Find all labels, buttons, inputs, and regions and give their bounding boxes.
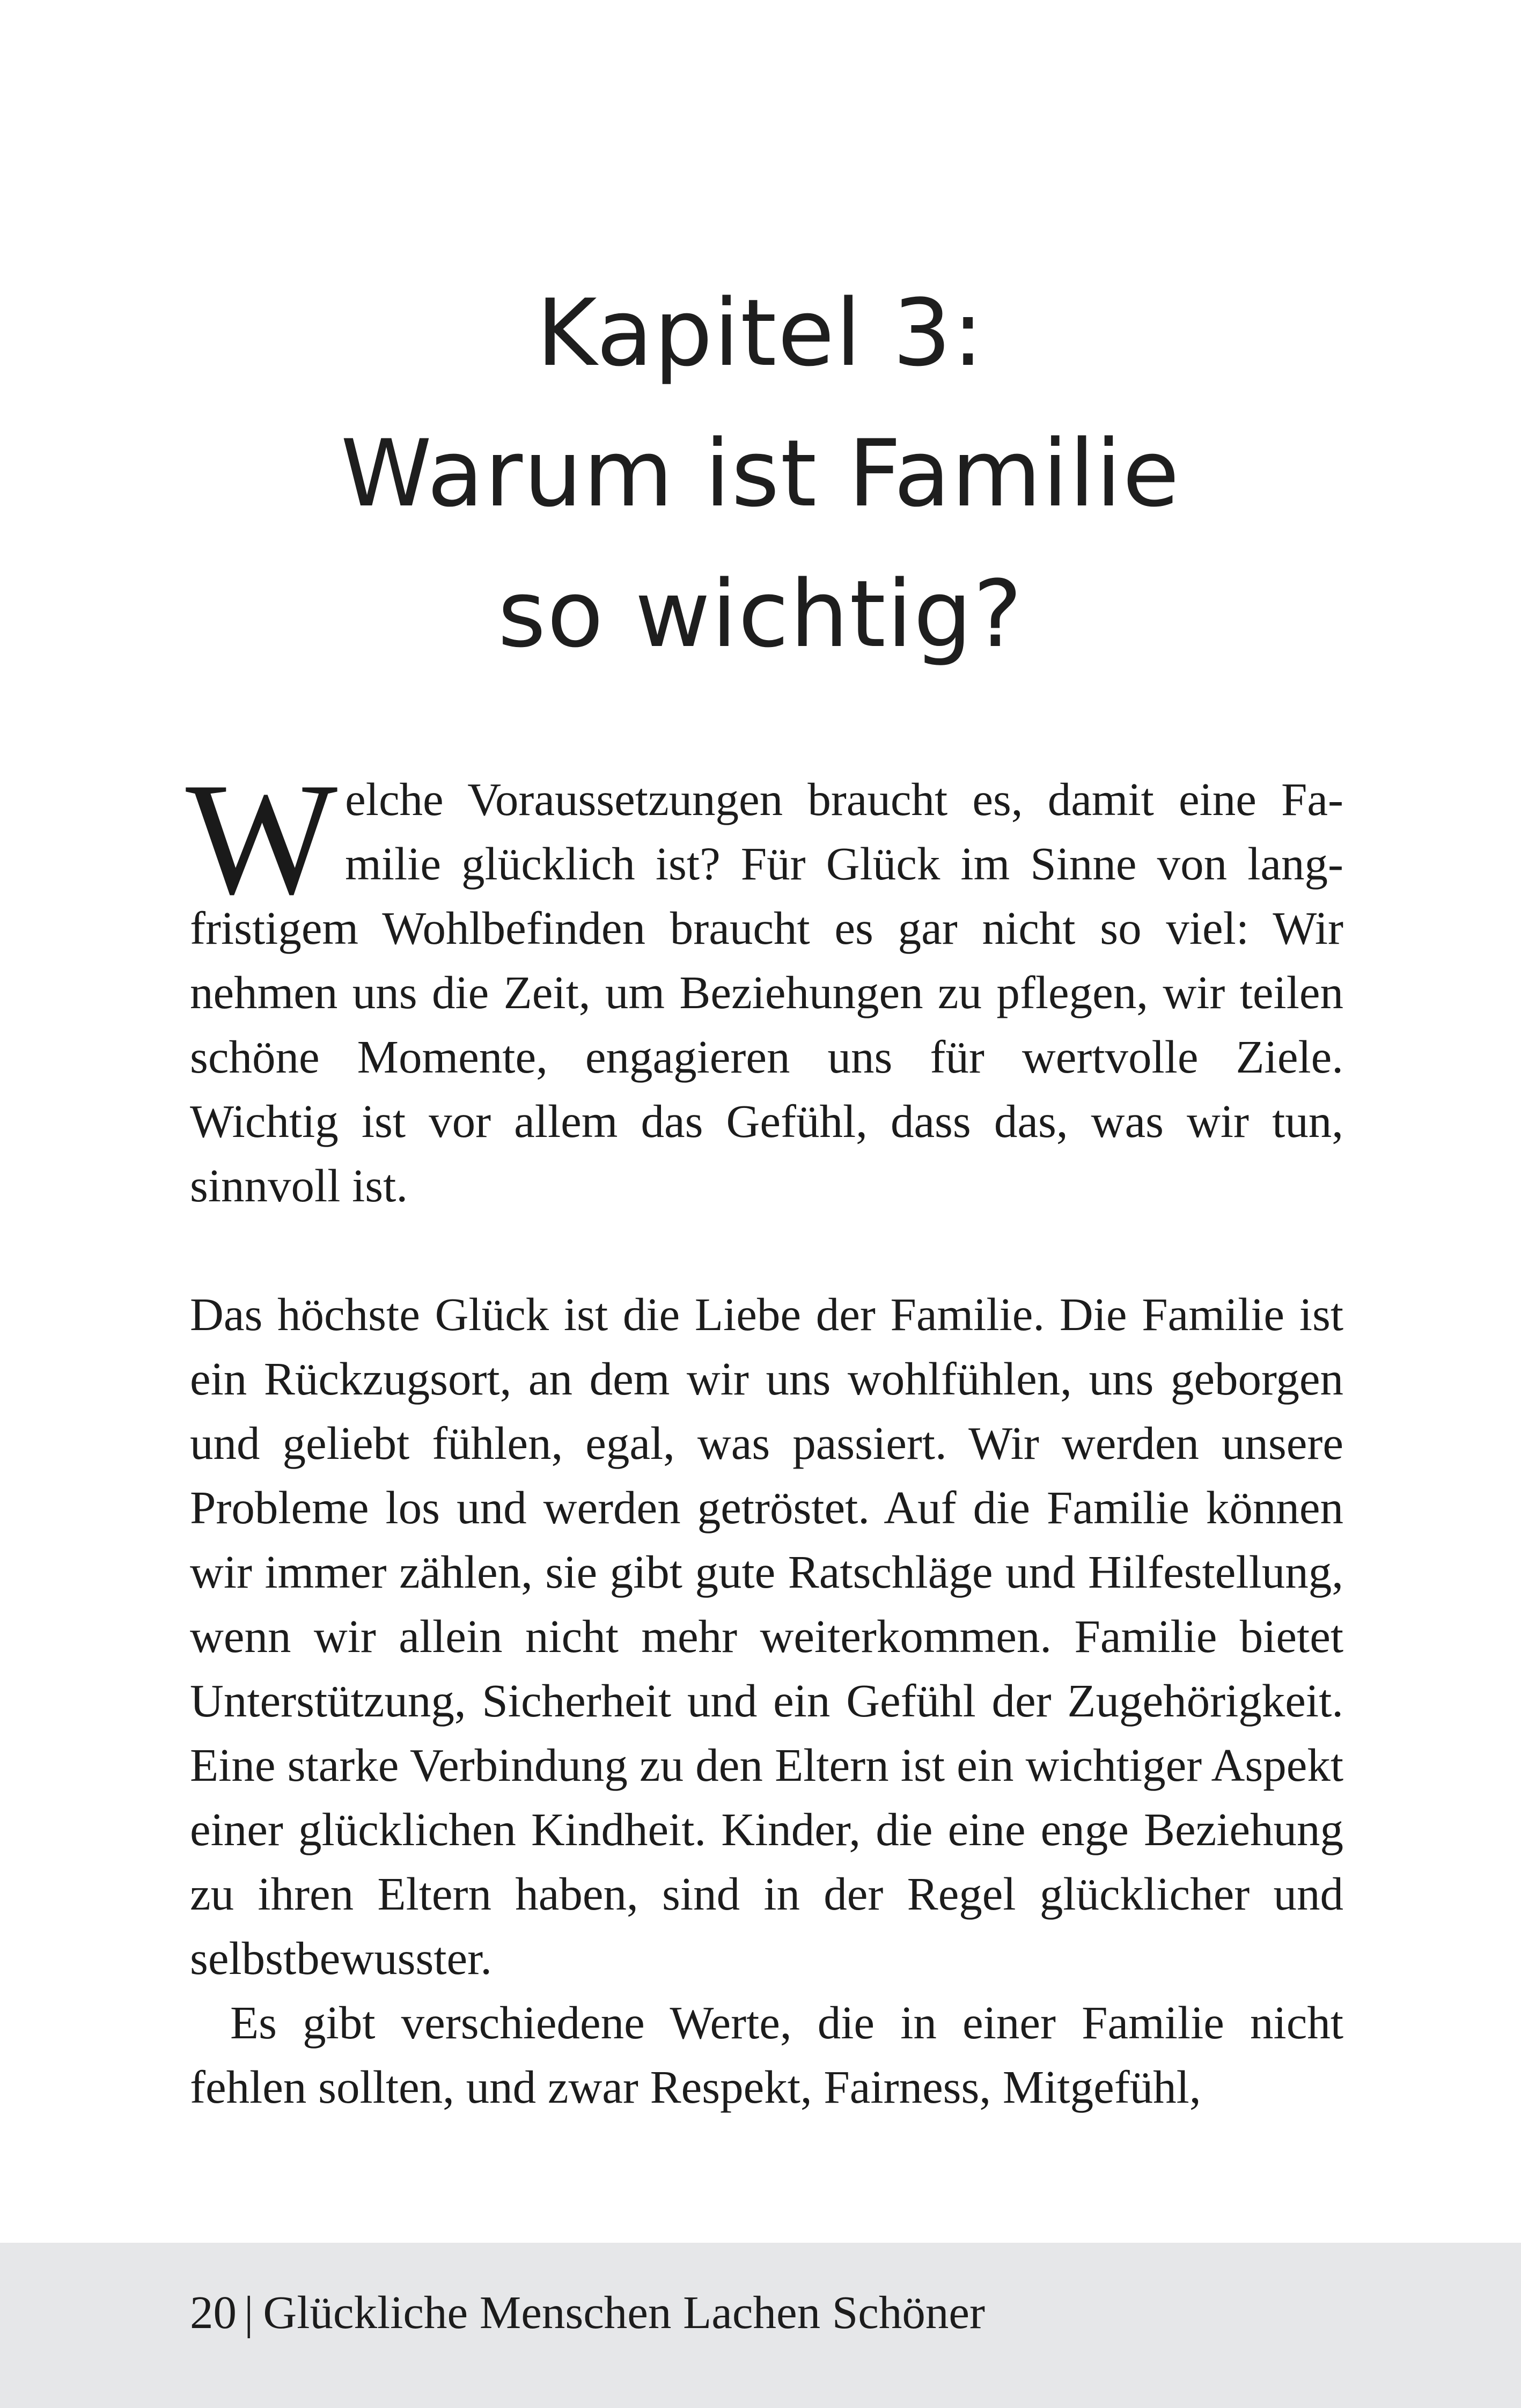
page-number: 20 bbox=[190, 2286, 237, 2338]
paragraph-1-text: elche Voraussetzungen braucht es, damit eine Familie glücklich ist? Für Glück im Sinne von langfristigem Wohlbefinden braucht es gar nicht so viel: Wir nehmen uns die Zeit, um Beziehungen zu pflegen, wir teilen schöne Momente, engagieren uns für wertvolle Ziele. Wichtig ist vor allem das Gefühl, dass das, was wir tun, sinnvoll ist. bbox=[190, 773, 1343, 1212]
paragraph-1 bbox=[186, 750, 1343, 1218]
book-title: Glückliche Menschen Lachen Schöner bbox=[263, 2286, 985, 2338]
chapter-title-line-3: so wichtig? bbox=[497, 560, 1024, 668]
chapter-title-line-1: Kapitel 3: bbox=[536, 279, 985, 387]
drop-cap: W bbox=[186, 750, 338, 928]
chapter-title bbox=[0, 263, 1521, 685]
paragraph-2: Das höchste Glück ist die Liebe der Familie. Die Familie ist ein Rückzugsort, an dem wir uns wohlfühlen, uns geborgen und geliebt fühlen, egal, was passiert. Wir werden unsere Probleme los und werden getröstet. Auf die Familie können wir immer zählen, sie gibt gute Ratschläge und Hilfestellung, wenn wir allein nicht mehr weiterkommen. Familie bietet Unterstützung, Sicherheit und ein Gefühl der Zugehörigkeit. Eine starke Verbindung zu den Eltern ist ein wichtiger Aspekt einer glücklichen Kindheit. Kinder, die eine enge Beziehung zu ihren Eltern haben, sind in der Regel glücklicher und selbstbewusster. bbox=[190, 1288, 1343, 1984]
body-text bbox=[186, 750, 1343, 2119]
footer-separator: | bbox=[244, 2286, 254, 2338]
paragraph-3: Es gibt verschiedene Werte, die in einer Familie nicht fehlen sollten, und zwar Respekt, Fairness, Mitgefühl, bbox=[190, 1996, 1343, 2113]
footer bbox=[190, 2280, 985, 2345]
chapter-title-line-2: Warum ist Familie bbox=[340, 420, 1181, 527]
